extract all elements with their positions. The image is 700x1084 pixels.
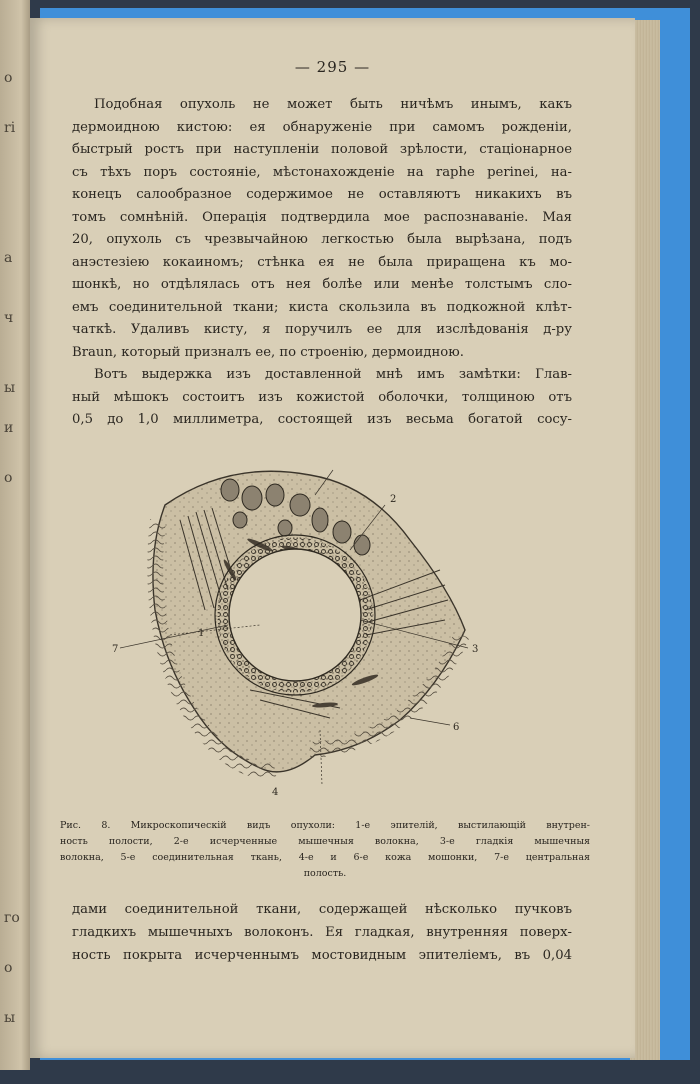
left-page-fragment: ri: [4, 120, 16, 136]
text-line: ный мѣшокъ состоитъ изъ кожистой оболочки, толщиною отъ: [72, 389, 572, 405]
figure-label-7: 7: [112, 644, 119, 655]
text-line: дами соединительной ткани, содержащей нѣсколько пучковъ: [72, 902, 572, 917]
figure-label-3: 3: [472, 644, 479, 655]
text-line: томъ сомнѣній. Операція подтвердила мое распознаваніе. Мая: [72, 209, 572, 225]
left-page-edge: [0, 0, 30, 1070]
left-page-fragment: и: [4, 420, 14, 436]
left-page-fragment: го: [4, 910, 20, 926]
text-line: анэстезіею кокаиномъ; стѣнка ея не была приращена къ мо-: [72, 254, 572, 270]
continuation-text: [72, 898, 572, 967]
text-line: съ тѣхъ поръ состояніе, мѣстонахожденіе на raphe perinei, на-: [72, 164, 572, 180]
text-line: ность покрыта исчерченнымъ мостовидным эпителіемъ, въ 0,04: [72, 948, 572, 963]
left-page-fragment: ч: [4, 310, 14, 326]
left-page-fragment: о: [4, 70, 13, 86]
paragraph-2: [72, 364, 572, 432]
left-page-fragment: а: [4, 250, 13, 266]
text-line: Braun, который призналъ ее, по строенію, дермоидною.: [72, 344, 464, 360]
caption-line: ность полости, 2-е исчерченные мышечныя волокна, 3-е гладкія мышечныя: [60, 836, 590, 847]
text-line: чаткѣ. Удаливъ кисту, я поручилъ ее для изслѣдованія д-ру: [72, 322, 572, 337]
left-page-fragment: ы: [4, 1010, 16, 1026]
paragraph-1: [72, 94, 572, 364]
figure-label-2: 2: [390, 494, 397, 505]
text-line: 0,5 до 1,0 миллиметра, состоящей изъ весьма богатой сосу-: [72, 412, 572, 427]
text-line: шонкѣ, но отдѣлялась отъ нея болѣе или менѣе толстымъ сло-: [72, 277, 572, 292]
micrograph-figure: [110, 450, 490, 810]
text-line: 20, опухоль съ чрезвычайною легкостью была вырѣзана, подъ: [72, 232, 572, 247]
text-line: Подобная опухоль не может быть ничѣмъ инымъ, какъ: [94, 97, 572, 112]
caption-line: полость.: [303, 868, 347, 879]
page-number: — 295 —: [294, 58, 371, 76]
text-line: Вотъ выдержка изъ доставленной мнѣ имъ замѣтки: Глав-: [94, 367, 572, 382]
figure-label-1: 1: [198, 628, 205, 639]
text-line: конецъ салообразное содержимое не оставляютъ никакихъ въ: [72, 187, 572, 202]
caption-line: Рис. 8. Микроскопическій видъ опухоли: 1-е эпителій, выстилающій внутрен-: [60, 820, 590, 831]
caption-line: волокна, 5-е соединительная ткань, 4-е и 6-е кожа мошонки, 7-е центральная: [60, 852, 590, 863]
figure-caption: [60, 818, 590, 882]
text-line: дермоидною кистою: ея обнаруженіе при самомъ рожденіи,: [72, 119, 572, 135]
figure-label-4: 4: [272, 787, 279, 798]
main-text: [72, 94, 572, 432]
text-line: быстрый ростъ при наступленіи половой зрѣлости, стаціонарное: [72, 142, 572, 157]
left-page-fragment: о: [4, 470, 13, 486]
left-page-fragment: ы: [4, 380, 16, 396]
book-page: [30, 18, 635, 1058]
text-line: емъ соединительной ткани; киста скользила въ подкожной клѣт-: [72, 299, 572, 315]
text-line: гладкихъ мышечныхъ волоконъ. Ея гладкая, внутренняя поверх-: [72, 925, 572, 940]
left-page-fragment: о: [4, 960, 13, 976]
figure-label-6: 6: [453, 722, 460, 733]
